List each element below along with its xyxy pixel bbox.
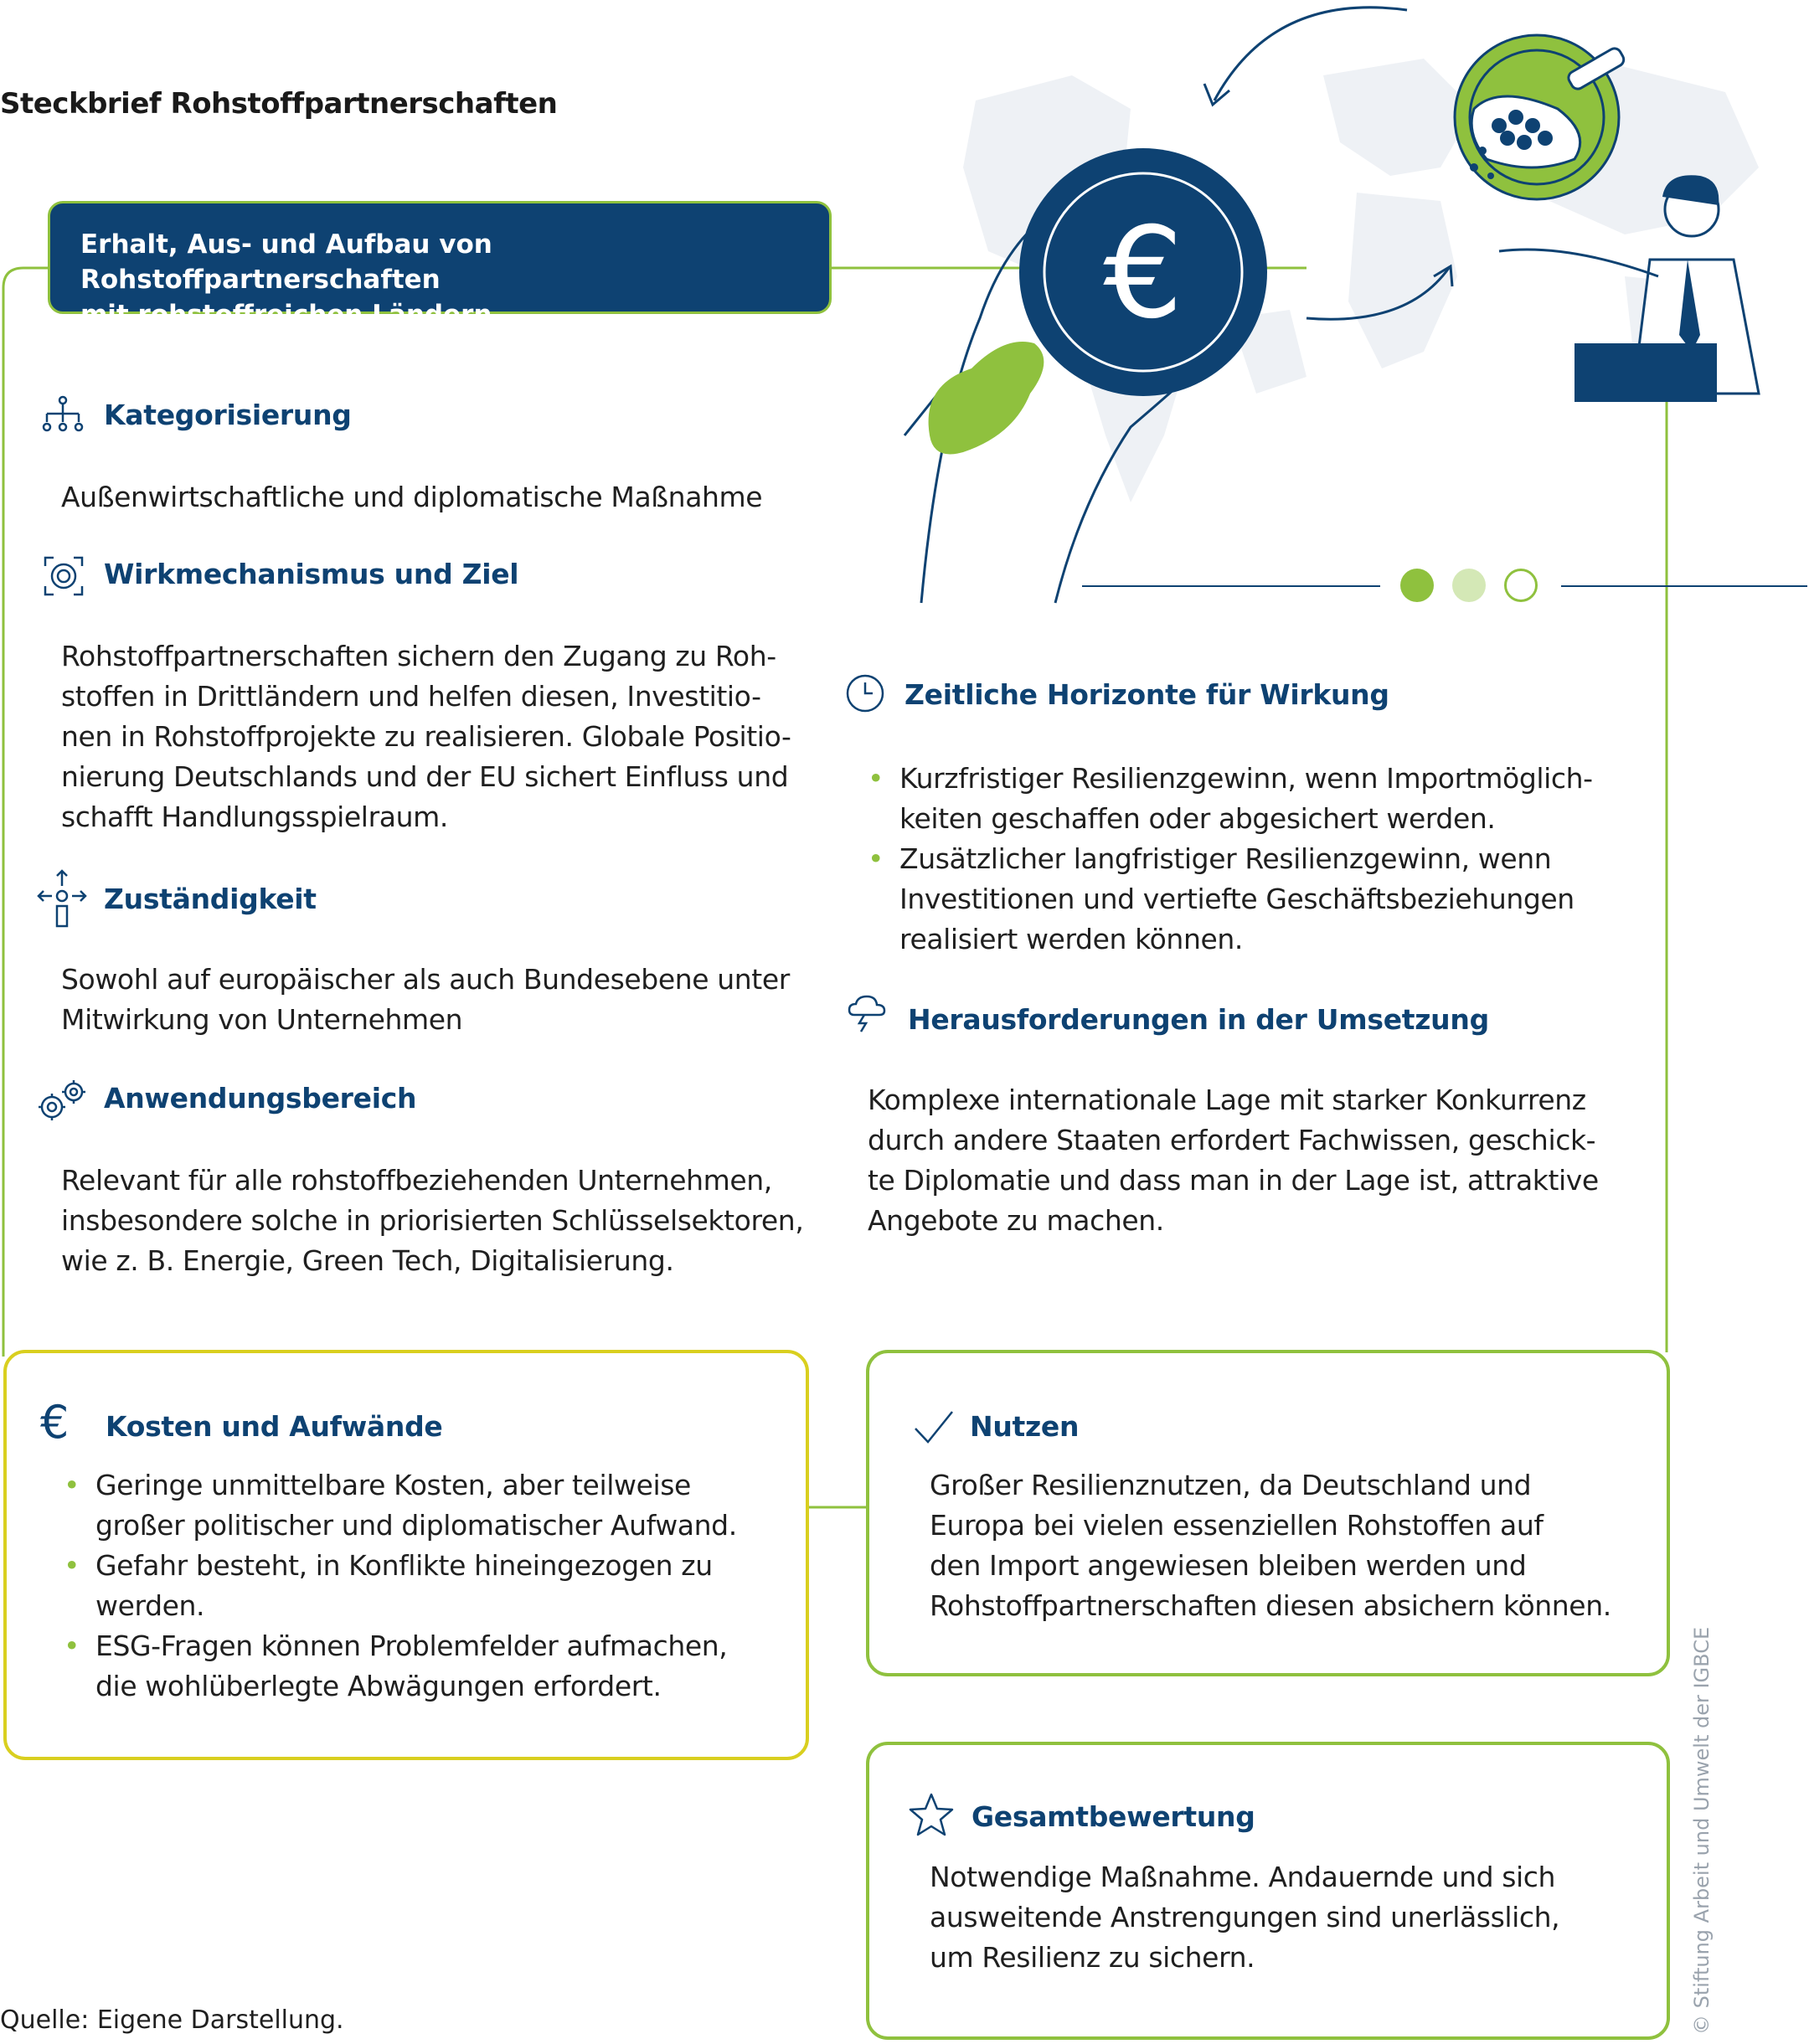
- text-line: Rohstoffpartnerschaften diesen absichern können.: [930, 1589, 1611, 1622]
- gears-icon: [35, 1077, 89, 1125]
- text-line: Großer Resilienznutzen, da Deutschland und: [930, 1469, 1532, 1501]
- star-icon: [908, 1792, 955, 1837]
- source-note: Quelle: Eigene Darstellung.: [0, 2005, 344, 2035]
- text-zustaendigkeit: [61, 960, 790, 1040]
- headline-banner: [48, 201, 832, 330]
- text-line: schafft Handlungsspielraum.: [61, 801, 448, 833]
- text-line: Angebote zu machen.: [868, 1204, 1164, 1237]
- list-item: [64, 1546, 792, 1626]
- text-line: Relevant für alle rohstoffbeziehenden Unternehmen,: [61, 1164, 772, 1197]
- list-zeitliche: [868, 759, 1621, 960]
- text-line: Europa bei vielen essenziellen Rohstoffen auf: [930, 1509, 1544, 1542]
- copyright-note: © Stiftung Arbeit und Umwelt der IGBCE: [1690, 1626, 1714, 2035]
- carousel-dot-3[interactable]: [1504, 569, 1538, 602]
- heading-zustaendigkeit: Zuständigkeit: [104, 883, 317, 915]
- carousel-dot-2[interactable]: [1452, 569, 1486, 602]
- text-herausforderungen: [868, 1080, 1599, 1241]
- text-line: • Kurzfristiger Resilienzgewinn, wenn Importmöglich-: [899, 762, 1593, 795]
- text-anwendungsbereich: [61, 1161, 803, 1281]
- text-gesamt: [930, 1857, 1559, 1978]
- text-line: großer politischer und diplomatischer Aufwand.: [95, 1509, 737, 1542]
- hierarchy-icon: [40, 394, 85, 435]
- text-wirkmechanismus: [61, 636, 791, 837]
- text-line: Rohstoffpartnerschaften sichern den Zugang zu Roh-: [61, 640, 776, 672]
- euro-icon: €: [40, 1396, 70, 1449]
- heading-nutzen: Nutzen: [970, 1410, 1080, 1443]
- text-line: durch andere Staaten erfordert Fachwissen, geschick-: [868, 1124, 1596, 1156]
- text-line: Investitionen und vertiefte Geschäftsbeziehungen: [899, 883, 1574, 915]
- heading-anwendungsbereich: Anwendungsbereich: [104, 1082, 417, 1115]
- text-line: wie z. B. Energie, Green Tech, Digitalisierung.: [61, 1244, 674, 1277]
- text-line: um Resilienz zu sichern.: [930, 1941, 1255, 1974]
- heading-kategorisierung: Kategorisierung: [104, 399, 352, 431]
- checkmark-icon: [913, 1408, 955, 1445]
- text-line: nierung Deutschlands und der EU sichert Einfluss und: [61, 760, 789, 793]
- illustration: [888, 0, 1809, 611]
- carousel-dot-1[interactable]: [1400, 569, 1434, 602]
- text-line: • Gefahr besteht, in Konflikte hineingezogen zu: [95, 1549, 713, 1582]
- heading-herausforderungen: Herausforderungen in der Umsetzung: [908, 1003, 1489, 1036]
- list-item: [868, 839, 1621, 960]
- text-line: • ESG-Fragen können Problemfelder aufmachen,: [95, 1630, 728, 1662]
- banner-line-2: mit rohstoffreichen Ländern: [80, 300, 492, 330]
- heading-zeitliche: Zeitliche Horizonte für Wirkung: [904, 678, 1389, 711]
- text-nutzen: [930, 1465, 1611, 1626]
- list-kosten: [64, 1465, 792, 1707]
- banner-line-1: Erhalt, Aus- und Aufbau von Rohstoffpartnerschaften: [80, 229, 492, 295]
- text-kategorisierung: Außenwirtschaftliche und diplomatische Maßnahme: [61, 481, 763, 513]
- text-line: • Geringe unmittelbare Kosten, aber teilweise: [95, 1469, 691, 1501]
- heading-wirkmechanismus: Wirkmechanismus und Ziel: [104, 558, 519, 590]
- text-line: stoffen in Drittländern und helfen diesen, Investitio-: [61, 680, 761, 713]
- text-line: die wohlüberlegte Abwägungen erfordert.: [95, 1670, 662, 1702]
- list-item: [868, 759, 1621, 839]
- text-line: nen in Rohstoffprojekte zu realisieren. Globale Positio-: [61, 720, 791, 753]
- page-title: Steckbrief Rohstoffpartnerschaften: [0, 87, 558, 121]
- text-line: insbesondere solche in priorisierten Schlüsselsektoren,: [61, 1204, 804, 1237]
- clock-icon: [844, 672, 886, 714]
- text-line: ausweitende Anstrengungen sind unerlässlich,: [930, 1901, 1560, 1933]
- heading-gesamt: Gesamtbewertung: [972, 1800, 1255, 1833]
- text-line: den Import angewiesen bleiben werden und: [930, 1549, 1527, 1582]
- person-arrows-icon: [35, 868, 89, 929]
- text-line: keiten geschaffen oder abgesichert werden.: [899, 802, 1496, 835]
- text-line: realisiert werden können.: [899, 923, 1243, 955]
- heading-kosten: Kosten und Aufwände: [106, 1410, 443, 1443]
- text-line: Notwendige Maßnahme. Andauernde und sich: [930, 1861, 1556, 1893]
- text-line: Komplexe internationale Lage mit starker Konkurrenz: [868, 1084, 1586, 1116]
- text-line: Sowohl auf europäischer als auch Bundesebene unter: [61, 963, 790, 996]
- list-item: [64, 1465, 792, 1546]
- text-line: Mitwirkung von Unternehmen: [61, 1003, 463, 1036]
- text-line: te Diplomatie und dass man in der Lage ist, attraktive: [868, 1164, 1599, 1197]
- euro-coin-icon: €: [1103, 201, 1183, 347]
- text-line: • Zusätzlicher langfristiger Resilienzgewinn, wenn: [899, 842, 1552, 875]
- target-gear-icon: [42, 554, 85, 598]
- storm-cloud-icon: [846, 993, 888, 1035]
- text-line: werden.: [95, 1589, 205, 1622]
- list-item: [64, 1626, 792, 1707]
